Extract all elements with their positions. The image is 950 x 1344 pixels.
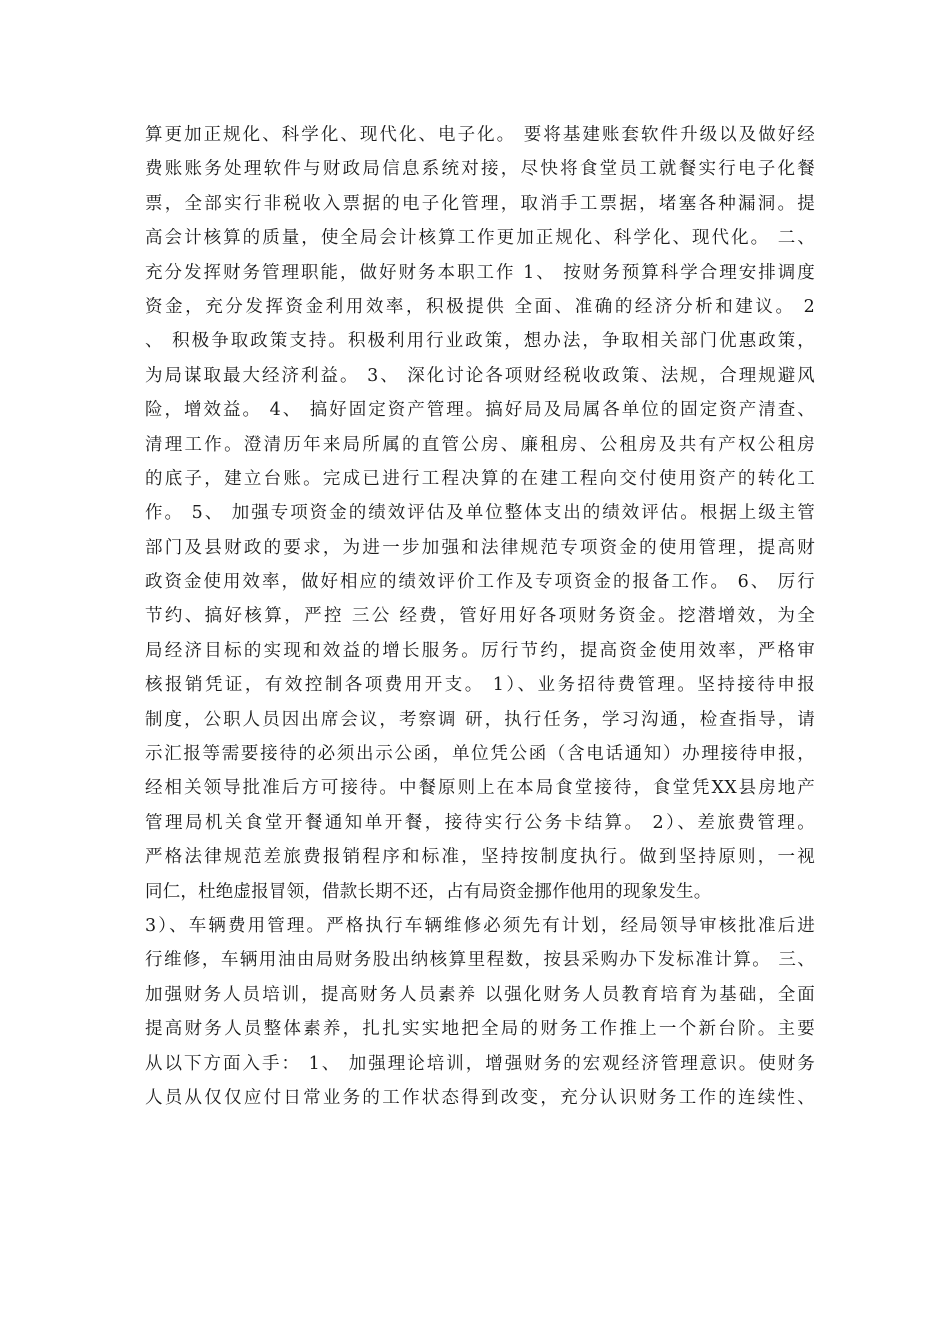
text-line-7: 、 积极争取政策支持。积极利用行业政策，想办法，争取相关部门优惠政策， [145, 331, 815, 352]
text-line-12: 作。 5、 加强专项资金的绩效评估及单位整体支出的绩效评估。根据上级主管 [145, 503, 815, 524]
text-line-24: 3）、车辆费用管理。严格执行车辆维修必须先有计划，经局领导审核批准后进 [145, 915, 815, 936]
text-line-9: 险，增效益。 4、 搞好固定资产管理。搞好局及局属各单位的固定资产清查、 [145, 400, 815, 421]
text-line-28: 从以下方面入手： 1、 加强理论培训，增强财务的宏观经济管理意识。使财务 [145, 1053, 815, 1074]
text-line-22: 严格法律规范差旅费报销程序和标准，坚持按制度执行。做到坚持原则，一视 [145, 847, 815, 868]
text-line-26: 加强财务人员培训，提高财务人员素养 以强化财务人员教育培育为基础，全面 [145, 984, 815, 1005]
text-line-17: 核报销凭证，有效控制各项费用开支。 1）、业务招待费管理。坚持接待申报 [145, 675, 815, 696]
text-line-27: 提高财务人员整体素养，扎扎实实地把全局的财务工作推上一个新台阶。主要 [145, 1019, 815, 1040]
text-line-11: 的底子，建立台账。完成已进行工程决算的在建工程向交付使用资产的转化工 [145, 468, 815, 489]
text-line-10: 清理工作。澄清历年来局所属的直管公房、廉租房、公租房及共有产权公租房 [145, 434, 815, 455]
text-line-4: 高会计核算的质量，使全局会计核算工作更加正规化、科学化、现代化。 二、 [145, 228, 815, 249]
text-line-14: 政资金使用效率，做好相应的绩效评价工作及专项资金的报备工作。 6、 厉行 [145, 572, 815, 593]
text-line-8: 为局谋取最大经济利益。 3、 深化讨论各项财经税收政策、法规，合理规避风 [145, 365, 815, 386]
text-line-13: 部门及县财政的要求，为进一步加强和法律规范专项资金的使用管理，提高财 [145, 537, 815, 558]
text-line-23: 同仁，杜绝虚报冒领，借款长期不还，占有局资金挪作他用的现象发生。 [145, 881, 712, 902]
text-line-1: 算更加正规化、科学化、现代化、电子化。 要将基建账套软件升级以及做好经 [145, 125, 815, 145]
text-line-19: 示汇报等需要接待的必须出示公函，单位凭公函（含电话通知）办理接待申报， [145, 744, 815, 765]
text-line-29: 人员从仅仅应付日常业务的工作状态得到改变，充分认识财务工作的连续性、 [145, 1087, 815, 1108]
text-line-3: 票，全部实行非税收入票据的电子化管理，取消手工票据，堵塞各种漏洞。提 [145, 193, 815, 214]
text-line-18: 制度，公职人员因出席会议，考察调 研，执行任务，学习沟通，检查指导，请 [145, 709, 815, 730]
body-text [145, 118, 815, 1115]
text-line-20: 经相关领导批准后方可接待。中餐原则上在本局食堂接待，食堂凭XX县房地产 [145, 778, 815, 799]
text-line-25: 行维修，车辆用油由局财务股出纳核算里程数，按县采购办下发标准计算。 三、 [145, 950, 815, 971]
text-line-6: 资金，充分发挥资金利用效率，积极提供 全面、准确的经济分析和建议。 2 [145, 296, 815, 317]
text-line-5: 充分发挥财务管理职能，做好财务本职工作 1、 按财务预算科学合理安排调度 [145, 262, 815, 283]
text-line-16: 局经济目标的实现和效益的增长服务。厉行节约，提高资金使用效率，严格审 [145, 640, 815, 661]
text-line-15: 节约、搞好核算，严控 三公 经费，管好用好各项财务资金。挖潜增效，为全 [145, 606, 815, 627]
text-line-2: 费账账务处理软件与财政局信息系统对接，尽快将食堂员工就餐实行电子化餐 [145, 159, 815, 180]
text-line-21: 管理局机关食堂开餐通知单开餐，接待实行公务卡结算。 2）、差旅费管理。 [145, 812, 815, 833]
